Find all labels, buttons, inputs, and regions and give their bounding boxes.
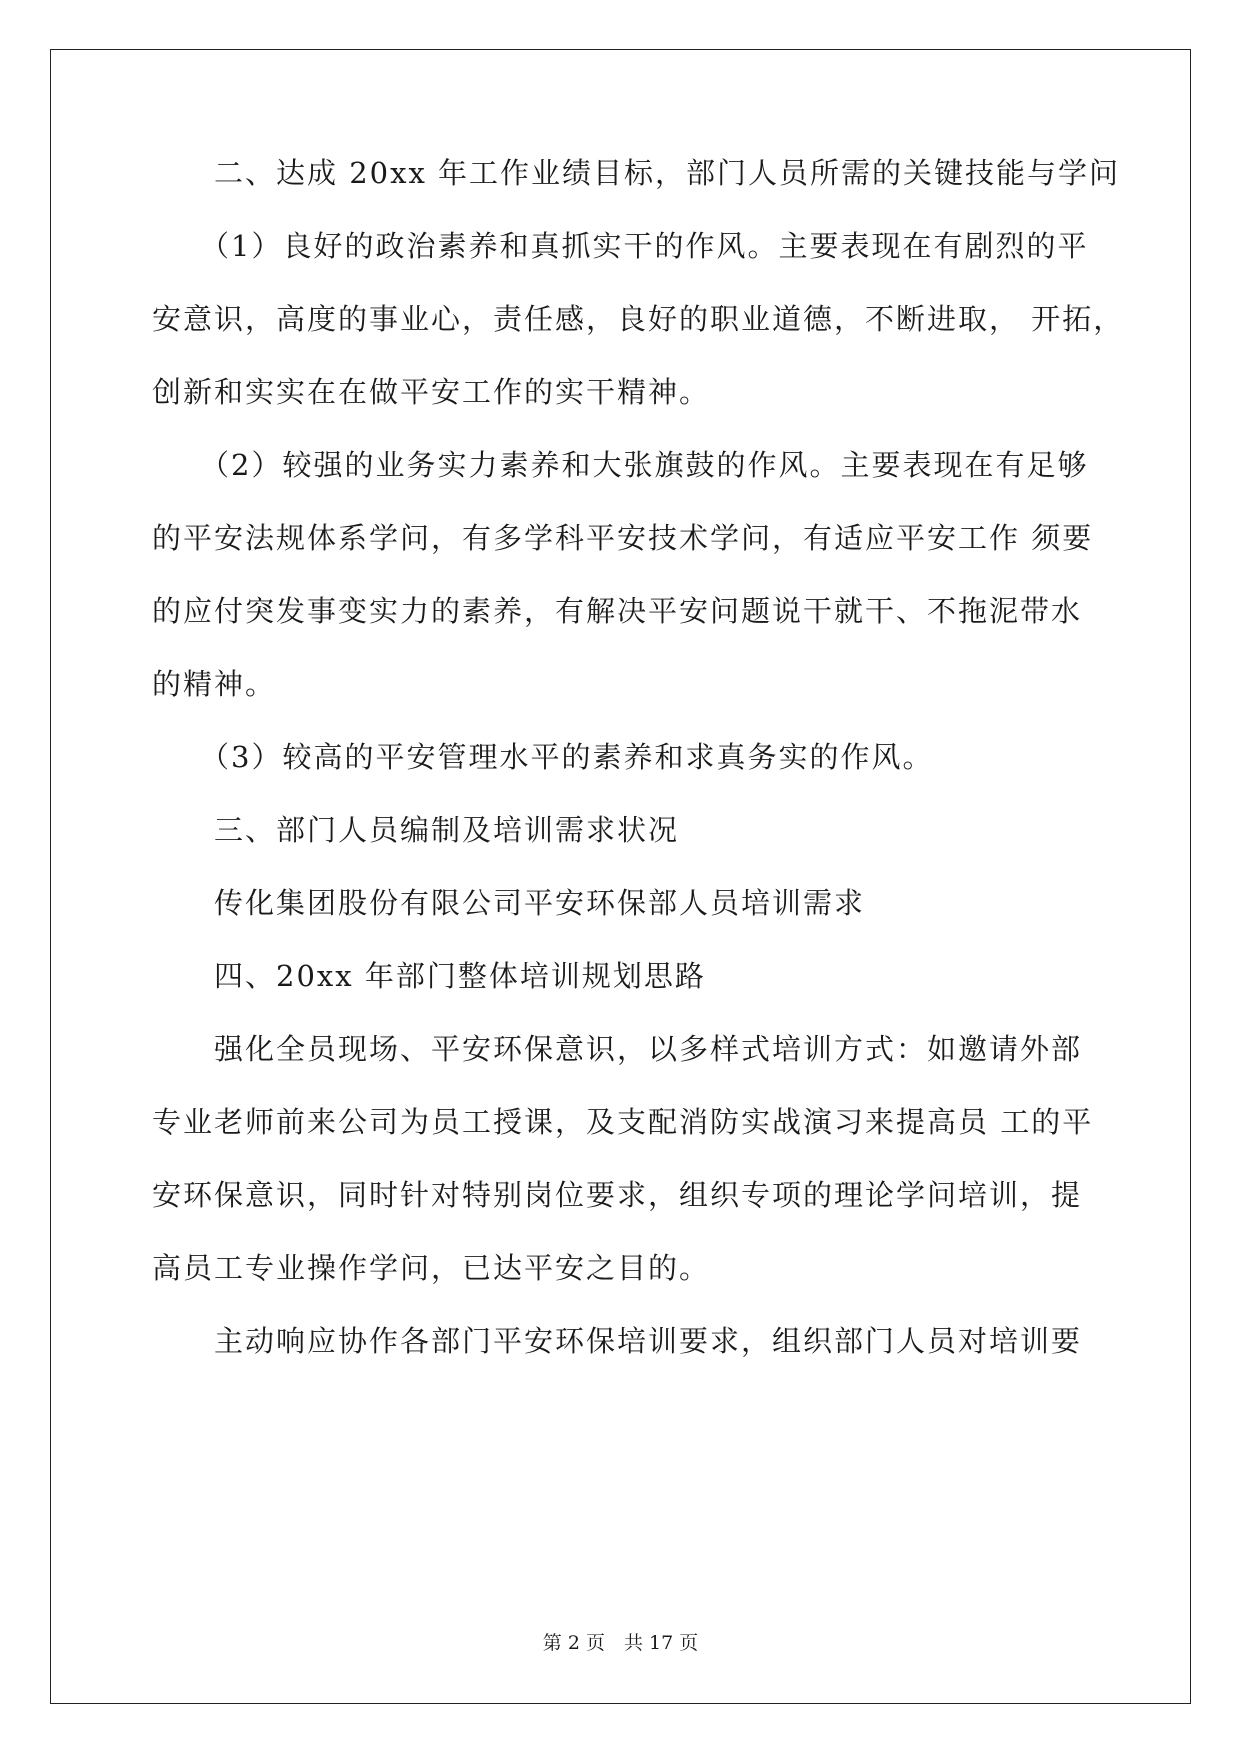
heading-section-3: 三、部门人员编制及培训需求状况 (214, 813, 680, 847)
heading-section-2: 二、达成 20xx 年工作业绩目标，部门人员所需的关键技能与学问 (214, 156, 1121, 190)
paragraph-line: 专业老师前来公司为员工授课，及支配消防实战演习来提高员 工的平 (152, 1105, 1094, 1139)
paragraph-line: 的平安法规体系学问，有多学科平安技术学问，有适应平安工作 须要 (152, 521, 1094, 555)
paragraph-line: （3）较高的平安管理水平的素养和求真务实的作风。 (200, 740, 934, 774)
heading-section-4: 四、20xx 年部门整体培训规划思路 (214, 959, 706, 993)
paragraph-line: 传化集团股份有限公司平安环保部人员培训需求 (214, 886, 866, 920)
paragraph-line: 的应付突发事变实力的素养，有解决平安问题说干就干、不拖泥带水 (152, 594, 1083, 628)
paragraph-line: 创新和实实在在做平安工作的实干精神。 (152, 375, 711, 409)
paragraph-line: 的精神。 (152, 667, 277, 701)
paragraph-line: 高员工专业操作学问，已达平安之目的。 (152, 1251, 711, 1285)
paragraph-line: （2）较强的业务实力素养和大张旗鼓的作风。主要表现在有足够 (200, 448, 1089, 482)
paragraph-line: 主动响应协作各部门平安环保培训要求，组织部门人员对培训要 (214, 1324, 1083, 1358)
page-number: 第 2 页 共 17 页 (542, 1632, 699, 1654)
paragraph-line: 安环保意识，同时针对特别岗位要求，组织专项的理论学问培训，提 (152, 1178, 1083, 1212)
paragraph-line: （1）良好的政治素养和真抓实干的作风。主要表现在有剧烈的平 (200, 229, 1089, 263)
page-border (50, 49, 1191, 1704)
paragraph-line: 强化全员现场、平安环保意识，以多样式培训方式：如邀请外部 (214, 1032, 1083, 1066)
paragraph-line: 安意识，高度的事业心，责任感，良好的职业道德，不断进取， 开拓， (152, 302, 1125, 336)
